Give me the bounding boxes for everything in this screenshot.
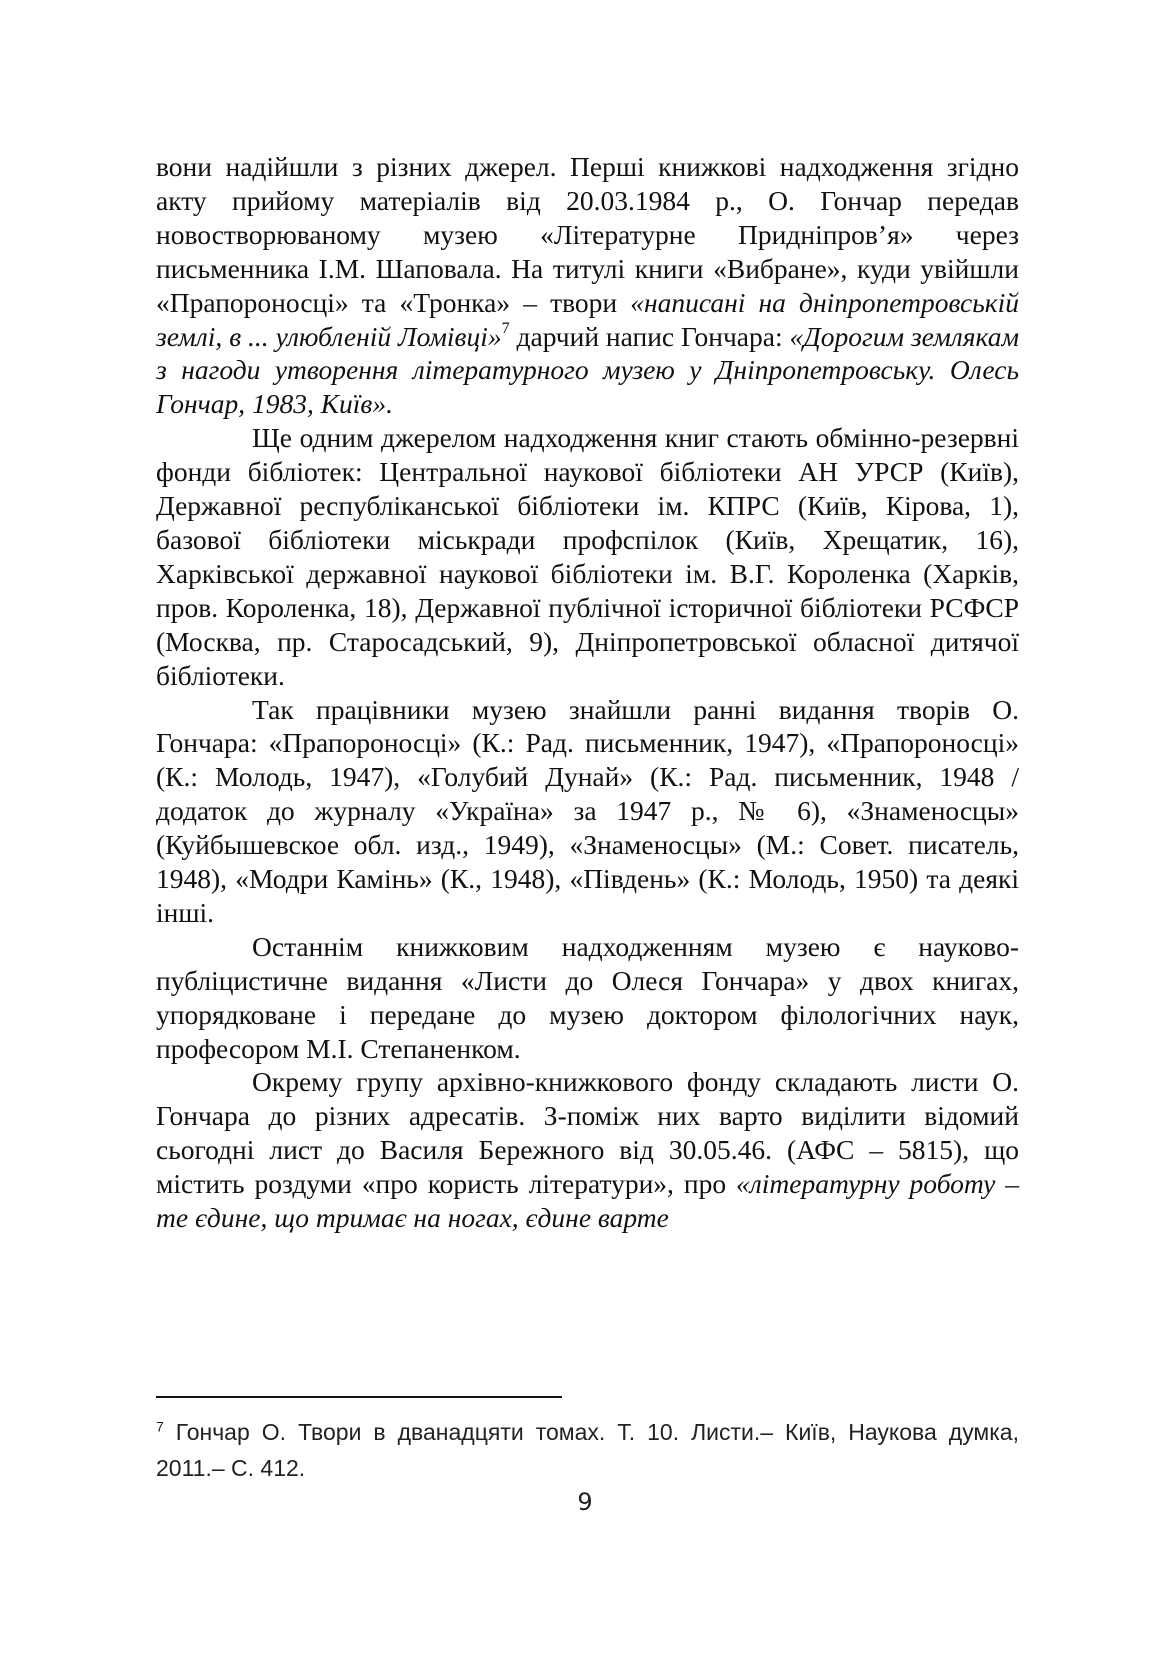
- paragraph: [156, 421, 1019, 692]
- main-text: [156, 150, 1019, 1235]
- text-run: Так працівники музею знайшли ранні видання творів О. Гончара: «Прапороносці» (К.: Рад. письменник, 1947), «Прапороносці» (К.: Молодь, 1947), «Голубий Дунай» (К.: Рад. письменник, 1948 / додаток до журналу «Україна» за 1947 р., № 6), «Знаменосцы» (Куйбышевское обл. изд., 1949), «Знаменосцы» (М.: Совет. писатель, 1948), «Модри Камінь» (К., 1948), «Південь» (К.: Молодь, 1950) та деякі інші.: [156, 693, 1019, 928]
- paragraph: [156, 930, 1019, 1066]
- text-run: Ще одним джерелом надходження книг стають обмінно-резервні фонди бібліотек: Центральної наукової бібліотеки АН УРСР (Київ), Державної республіканської бібліотеки ім. КПРС (Київ, Кірова, 1), базової бібліотеки міськради профспілок (Київ, Хрещатик, 16), Харківської державної наукової бібліотеки ім. В.Г. Короленка (Харків, пров. Короленка, 18), Державної публічної історичної бібліотеки РСФСР (Москва, пр. Старосадський, 9), Дніпропетровської обласної дитячої бібліотеки.: [156, 422, 1019, 691]
- footnote-separator: [156, 1396, 562, 1398]
- paragraph: [156, 1065, 1019, 1235]
- text-run: Окрему групу архівно-книжкового фонду складають листи О. Гончара до різних адресатів. З-поміж них варто виділити відомий сьогодні лист до Василя Бережного від 30.05.46. (АФС – 5815), що містить роздуми «про користь літератури», про: [156, 1066, 1019, 1200]
- quotation: «написані на дніпропетровській землі, в ... улюбленій Ломівці»: [156, 286, 1019, 352]
- footnote-text: Гончар О. Твори в дванадцяти томах. Т. 10. Листи.– Київ, Наукова думка, 2011.– С. 412.: [156, 1419, 1019, 1481]
- paragraph: [156, 150, 1019, 421]
- text-run: Останнім книжковим надходженням музею є науково-публіцистичне видання «Листи до Олеся Гончара» у двох книгах, упорядковане і передане до музею доктором філологічних наук, професором М.І. Степаненком.: [156, 930, 1019, 1064]
- text-run: вони надійшли з різних джерел. Перші книжкові надходження згідно акту прийому матеріалів від 20.03.1984 р., О. Гончар передав новостворюваному музею «Літературне Придніпров’я» через письменника І.М. Шаповала. На титулі книги «Вибране», куди увійшли «Прапороносці» та «Тронка» – твори: [156, 151, 1019, 318]
- text-run: дарчий напис Гончара:: [509, 320, 790, 352]
- footnote-reference: 7: [501, 320, 510, 338]
- footnote-marker: 7: [156, 1418, 164, 1435]
- quotation: «Дорогим землякам з нагоди утворення літературного музею у Дніпропетровську. Олесь Гончар, 1983, Київ».: [156, 320, 1019, 420]
- paragraph: [156, 693, 1019, 930]
- quotation: «літературну роботу – те єдине, що тримає на ногах, єдине варте: [156, 1168, 1019, 1234]
- page-number: 9: [577, 1488, 593, 1516]
- footnote: [156, 1414, 1019, 1486]
